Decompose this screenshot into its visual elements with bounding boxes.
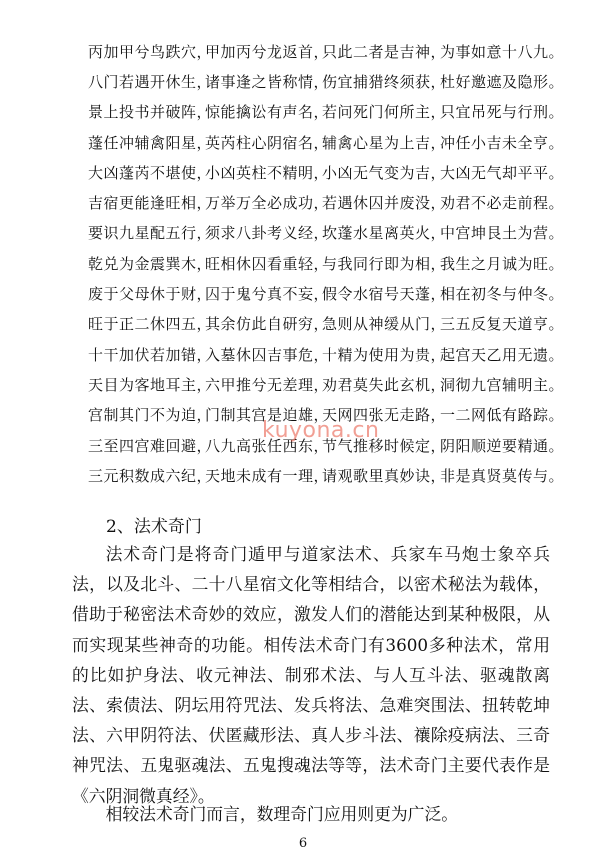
verse-row xyxy=(88,218,565,248)
verse-phrase: 十精为使用为贵， xyxy=(322,345,447,364)
verse-phrase: 辅禽心星为上吉， xyxy=(322,133,447,152)
verse-phrase: 丙加甲兮鸟跌穴， xyxy=(88,42,213,61)
verse-row xyxy=(88,97,565,127)
verse-phrase: 入墓休囚吉事危， xyxy=(205,345,330,364)
verse-phrase: 节气推移时候定， xyxy=(322,436,447,455)
verse-row xyxy=(88,36,565,66)
verse-phrase: 只宜吊死与行刑。 xyxy=(440,103,565,122)
verse-phrase: 旺相休囚看重轻， xyxy=(205,254,330,273)
verse-phrase: 天目为客地耳主， xyxy=(88,375,213,394)
verse-phrase: 急则从神缓从门， xyxy=(322,315,447,334)
verse-row xyxy=(88,369,565,399)
verse-phrase: 三元积数成六纪， xyxy=(88,466,213,485)
verse-phrase: 英芮柱心阴宿名， xyxy=(205,133,330,152)
verse-phrase: 杜好邀遮及隐形。 xyxy=(440,72,565,91)
verse-phrase: 大凶蓬芮不堪使， xyxy=(88,163,213,182)
verse-phrase: 起宫天乙用无遗。 xyxy=(440,345,565,364)
verse-phrase: 小凶英柱不精明， xyxy=(205,163,330,182)
verse-phrase: 甲加丙兮龙返首， xyxy=(205,42,330,61)
verse-phrase: 大凶无气却平平。 xyxy=(440,163,565,182)
verse-phrase: 吉宿更能逢旺相， xyxy=(88,194,213,213)
verse-row xyxy=(88,460,565,490)
verse-phrase: 与我同行即为相， xyxy=(322,254,447,273)
verse-phrase: 非是真贤莫传与。 xyxy=(440,466,565,485)
verse-phrase: 废于父母休于财， xyxy=(88,285,213,304)
verse-phrase: 若问死门何所主， xyxy=(322,103,447,122)
verse-row xyxy=(88,339,565,369)
verse-phrase: 只此二者是吉神， xyxy=(322,42,447,61)
verse-phrase: 其余仿此自研穷， xyxy=(205,315,330,334)
verse-phrase: 惊能擒讼有声名， xyxy=(205,103,330,122)
verse-phrase: 阴阳顺逆要精通。 xyxy=(440,436,565,455)
verse-phrase: 为事如意十八九。 xyxy=(440,42,565,61)
verse-phrase: 景上投书并破阵， xyxy=(88,103,213,122)
verse-phrase: 门制其宫是迫雄， xyxy=(205,406,330,425)
verse-phrase: 万举万全必成功， xyxy=(205,194,330,213)
verse-phrase: 请观歌里真妙诀， xyxy=(322,466,447,485)
verse-phrase: 六甲推兮无差理， xyxy=(205,375,330,394)
verse-phrase: 若遇休囚并废没， xyxy=(322,194,447,213)
verse-phrase: 坎蓬水星离英火， xyxy=(322,224,447,243)
verse-phrase: 诸事逢之皆称情， xyxy=(205,72,330,91)
verse-phrase: 劝君莫失此玄机， xyxy=(322,375,447,394)
verse-phrase: 宫制其门不为迫， xyxy=(88,406,213,425)
verse-phrase: 伤宜捕猎终须获， xyxy=(322,72,447,91)
verse-phrase: 一二网低有路踪。 xyxy=(440,406,565,425)
verse-row xyxy=(88,278,565,308)
watermark: kuyona.cn xyxy=(262,418,380,443)
verse-phrase: 旺于正二休四五， xyxy=(88,315,213,334)
section-heading: 2、法术奇门 xyxy=(106,517,202,537)
verse-phrase: 洞彻九宫辅明主。 xyxy=(440,375,565,394)
body-paragraph: 法术奇门是将奇门遁甲与道家法术、兵家车马炮士象卒兵法，以及北斗、二十八星宿文化等相结合，以密术秘法为载体，借助于秘密法术奇妙的效应，激发人们的潜能达到某种极限，从而实现某些神奇的功能。相传法术奇门有3600多种法术，常用的比如护身法、收元神法、制邪术法、与人互斗法、驱魂散离法、索债法、阴坛用符咒法、发兵将法、急难突围法、扭转乾坤法、六甲阴符法、伏匿藏形法、真人步斗法、禳除疫病法、三奇神咒法、五鬼驱魂法、五鬼搜魂法等等，法术奇门主要代表作是《六阴洞微真经》。 xyxy=(72,544,550,806)
verse-phrase: 劝君不必走前程。 xyxy=(440,194,565,213)
verse-phrase: 天网四张无走路， xyxy=(322,406,447,425)
verse-phrase: 我生之月诚为旺。 xyxy=(440,254,565,273)
verse-phrase: 假令水宿号天蓬， xyxy=(322,285,447,304)
verse-phrase: 三五反复天道亨。 xyxy=(440,315,565,334)
verse-phrase: 三至四宫难回避， xyxy=(88,436,213,455)
verse-row xyxy=(88,248,565,278)
verse-phrase: 八九高张任西东， xyxy=(205,436,330,455)
verse-row xyxy=(88,187,565,217)
body-paragraph: 相较法术奇门而言，数理奇门应用则更为广泛。 xyxy=(105,804,459,824)
verse-phrase: 冲任小吉未全亨。 xyxy=(440,133,565,152)
verse-phrase: 八门若遇开休生， xyxy=(88,72,213,91)
verse-phrase: 中宫坤艮土为营。 xyxy=(440,224,565,243)
verse-phrase: 蓬任冲辅禽阳星， xyxy=(88,133,213,152)
verse-phrase: 相在初冬与仲冬。 xyxy=(440,285,565,304)
page-number: 6 xyxy=(298,836,308,851)
verse-phrase: 天地未成有一理， xyxy=(205,466,330,485)
verse-phrase: 小凶无气变为吉， xyxy=(322,163,447,182)
verse-row xyxy=(88,309,565,339)
verse-phrase: 囚于鬼兮真不妄， xyxy=(205,285,330,304)
verse-phrase: 要识九星配五行， xyxy=(88,224,213,243)
verse-phrase: 乾兑为金震巽木， xyxy=(88,254,213,273)
verse-phrase: 须求八卦考义经， xyxy=(205,224,330,243)
verse-row xyxy=(88,66,565,96)
verse-row xyxy=(88,127,565,157)
verse-phrase: 十干加伏若加错， xyxy=(88,345,213,364)
verse-row xyxy=(88,157,565,187)
